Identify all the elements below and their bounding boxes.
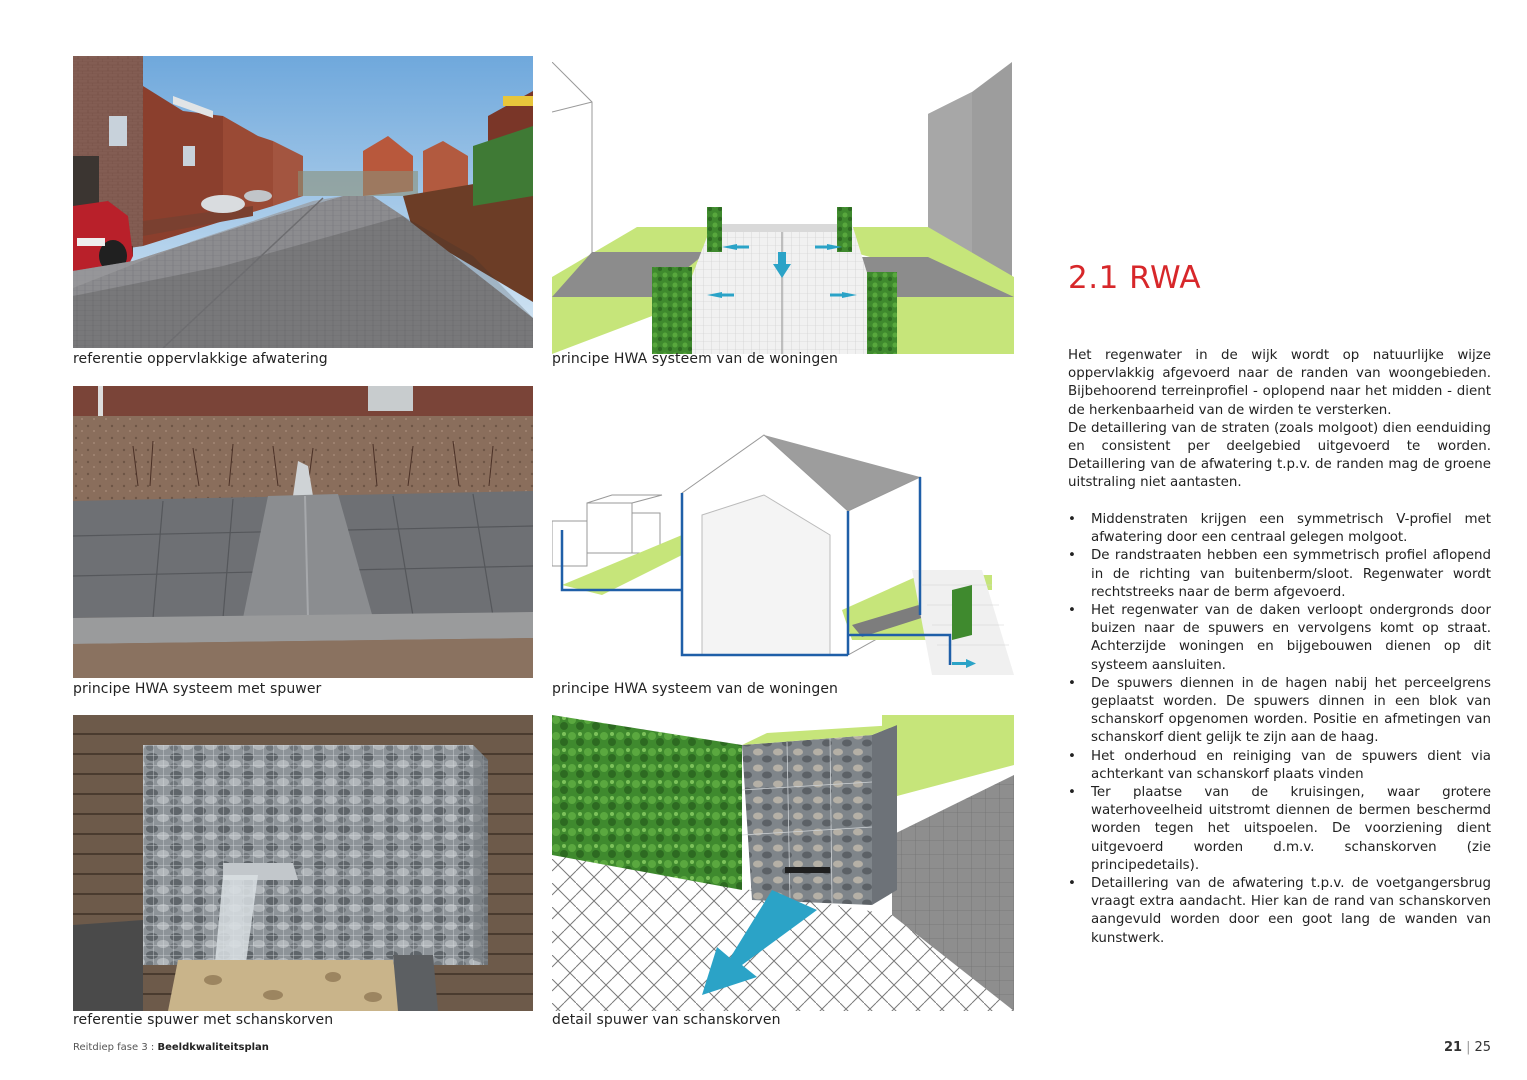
list-item: • De spuwers diennen in de hagen nabij het perceelgrens geplaatst worden. De spuwers dinnen in een blok van schanskorf opgenomen worden. Positie en afmetingen van schanskorf dient gelijk te zijn aan de haag. xyxy=(1068,675,1491,748)
list-item: • De randstraaten hebben een symmetrisch profiel aflopend in de richting van buitenberm/sloot. Regenwater wordt rechtstreeks naar de berm afgevoerd. xyxy=(1068,547,1491,602)
figure-caption-3: principe HWA systeem met spuwer xyxy=(73,681,322,697)
figure-caption-2: principe HWA systeem van de woningen xyxy=(552,351,839,367)
diagram-hwa-house-pipes xyxy=(552,425,1014,675)
list-item: • Detaillering van de afwatering t.p.v. de voetgangersbrug vraagt extra aandacht. Hier kan de rand van schanskorven aangevuld worden door een goot lang de wanden van kunstwerk. xyxy=(1068,875,1491,948)
section-title: 2.1 RWA xyxy=(1068,260,1202,296)
list-item: • Ter plaatse van de kruisingen, waar grotere waterhoveelheid uitstromt diennen de bermen beschermd worden tegen het uitspoelen. De voorziening dient uitgevoerd worden d.m.v. schanskorven (zie principedetails). xyxy=(1068,784,1491,875)
figure-caption-1: referentie oppervlakkige afwatering xyxy=(73,351,328,367)
page-separator: | xyxy=(1466,1040,1471,1055)
footer-document-title: Beeldkwaliteitsplan xyxy=(157,1042,269,1053)
footer-document-info xyxy=(73,1042,269,1053)
figure-caption-4: principe HWA systeem van de woningen xyxy=(552,681,839,697)
list-item: • Middenstraten krijgen een symmetrisch V-profiel met afwatering door een centraal gelegen molgoot. xyxy=(1068,511,1491,547)
intro-text xyxy=(1068,347,1491,493)
figure-caption-6: detail spuwer van schanskorven xyxy=(552,1012,781,1028)
diagram-detail-spuwer-gabion xyxy=(552,715,1014,1011)
diagram-hwa-street-isometric xyxy=(552,62,1014,354)
intro-paragraph-1: Het regenwater in de wijk wordt op natuurlijke wijze oppervlakkig afgevoerd naar de randen van woongebieden. Bijbehoorend terreinprofiel - oplopend naar het midden - dient de herkenbaarheid van de wirden te versterken. xyxy=(1068,348,1491,418)
page-total: 25 xyxy=(1474,1040,1491,1055)
list-item: • Het onderhoud en reiniging van de spuwers dient via achterkant van schanskorf plaats vinden xyxy=(1068,748,1491,784)
page-current: 21 xyxy=(1443,1040,1463,1055)
photo-gabion-spuwer xyxy=(73,715,533,1011)
list-item: • Het regenwater van de daken verloopt ondergronds door buizen naar de spuwers en vervolgens komt op straat. Achterzijde woningen en bijgebouwen dienen op dit systeem aansluiten. xyxy=(1068,602,1491,675)
photo-street-surface-drainage xyxy=(73,56,533,348)
photo-hwa-spuwer xyxy=(73,386,533,678)
footer-project: Reitdiep fase 3 : xyxy=(73,1042,155,1053)
figure-caption-5: referentie spuwer met schanskorven xyxy=(73,1012,334,1028)
intro-paragraph-2: De detaillering van de straten (zoals molgoot) dien eenduiding en consistent per deelgebied uitgevoerd te worden. Detaillering van de afwatering t.p.v. de randen mag de groene uitstraling niet aantasten. xyxy=(1068,420,1491,491)
page-number xyxy=(1444,1040,1491,1055)
guideline-list xyxy=(1068,511,1491,948)
